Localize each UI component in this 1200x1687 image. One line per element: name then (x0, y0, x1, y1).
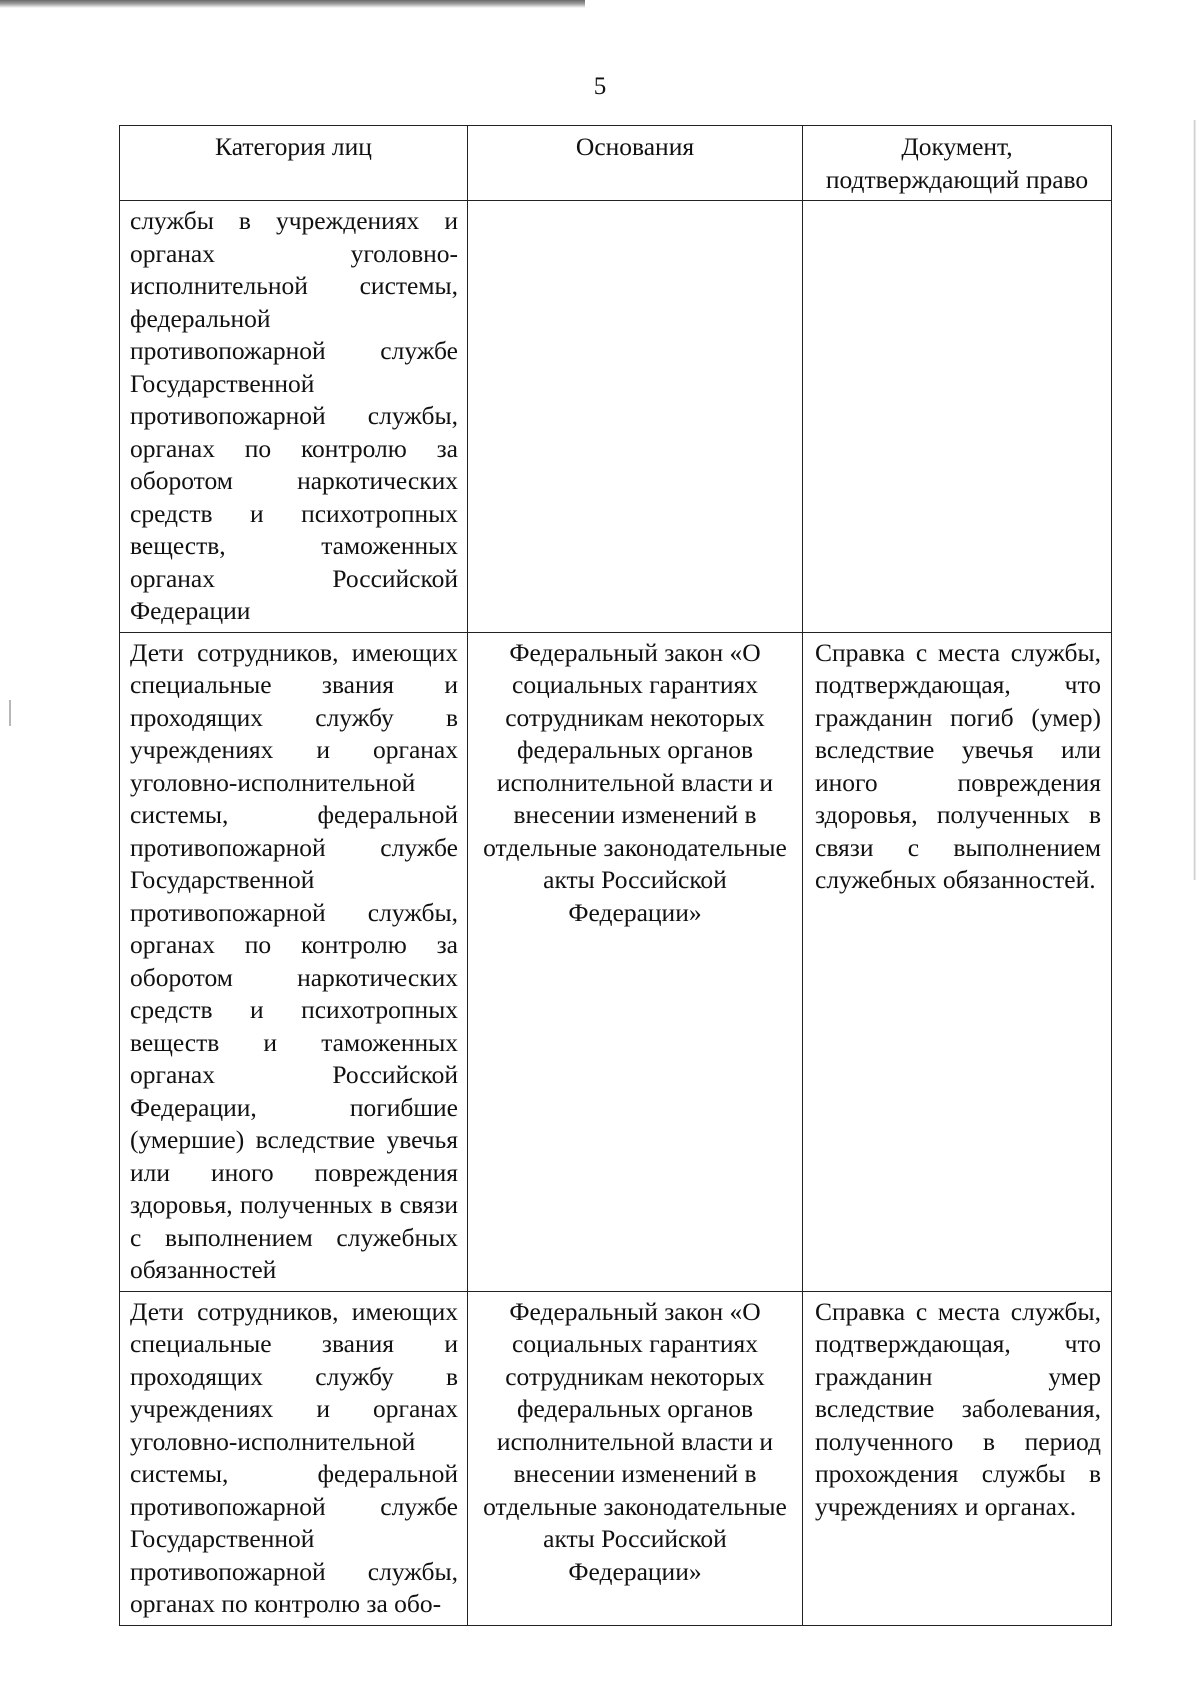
header-document: Документ, подтверждающий право (803, 126, 1112, 201)
scan-edge-left (9, 700, 11, 726)
header-basis: Основания (468, 126, 803, 201)
scan-edge-right (1193, 120, 1196, 880)
scan-edge-top (0, 0, 585, 8)
cell-category: Дети сотрудников, имеющих специальные звания и проходящих службу в учреждениях и органах уголовно-исполнительной системы, федеральной противопожарной службе Государственной противопожарной службы, органах по контролю за оборотом наркотических средств и психотропных веществ и таможенных органах Российской Федерации, погибшие (умершие) вследствие увечья или иного повреждения здоровья, полученных в связи с выполнением служебных обязанностей (120, 632, 468, 1291)
cell-category: службы в учреждениях и органах уголовно-исполнительной системы, федеральной противопожарной службе Государственной противопожарной службы, органах по контролю за оборотом наркотических средств и психотропных веществ, таможенных органах Российской Федерации (120, 201, 468, 633)
table-row (120, 632, 1112, 1291)
header-category: Категория лиц (120, 126, 468, 201)
cell-basis (468, 201, 803, 633)
cell-document (803, 201, 1112, 633)
page-number: 5 (593, 73, 607, 100)
cell-document: Справка с места службы, подтверждающая, что гражданин умер вследствие заболевания, полученного в период прохождения службы в учреждениях и органах. (803, 1291, 1112, 1625)
cell-basis: Федеральный закон «О социальных гарантиях сотрудникам некоторых федеральных органов исполнительной власти и внесении изменений в отдельные законодательные акты Российской Федерации» (468, 1291, 803, 1625)
cell-document: Справка с места службы, подтверждающая, что гражданин погиб (умер) вследствие увечья или иного повреждения здоровья, полученных в связи с выполнением служебных обязанностей. (803, 632, 1112, 1291)
cell-category: Дети сотрудников, имеющих специальные звания и проходящих службу в учреждениях и органах уголовно-исполнительной системы, федеральной противопожарной службе Государственной противопожарной службы, органах по контролю за обо- (120, 1291, 468, 1625)
table-row (120, 201, 1112, 633)
table-header-row (120, 126, 1112, 201)
eligibility-table (119, 125, 1112, 1626)
cell-basis: Федеральный закон «О социальных гарантиях сотрудникам некоторых федеральных органов исполнительной власти и внесении изменений в отдельные законодательные акты Российской Федерации» (468, 632, 803, 1291)
table-row (120, 1291, 1112, 1625)
